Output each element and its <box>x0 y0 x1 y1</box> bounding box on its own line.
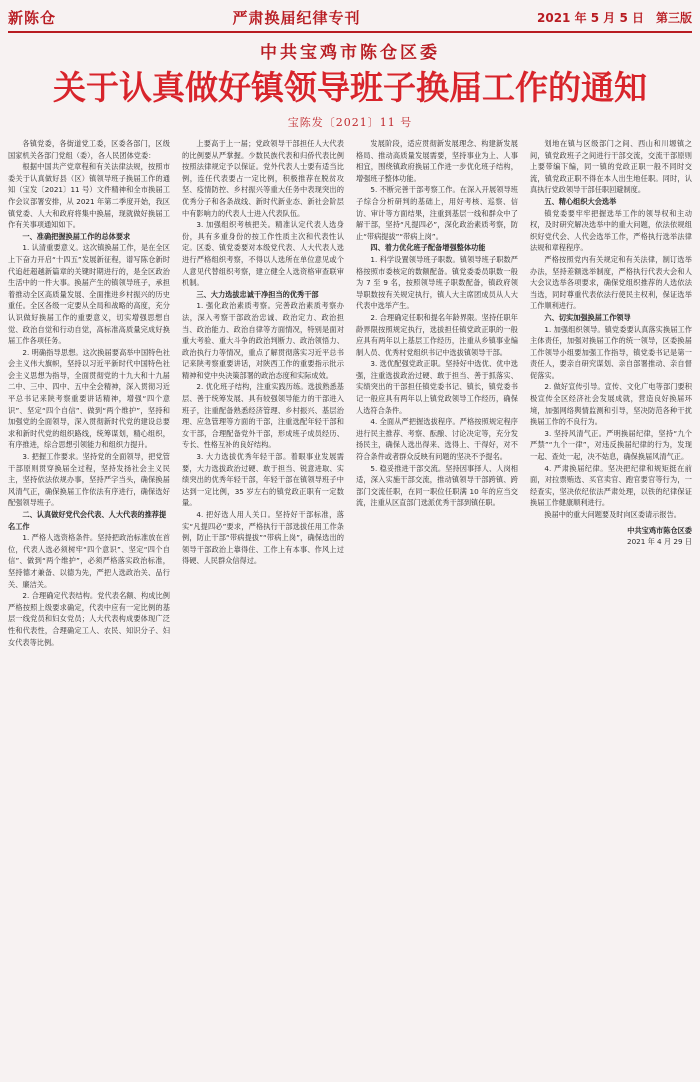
body-paragraph: 2. 做好宣传引导。宣传、文化广电等部门要积极宣传全区经济社会发展成就，营造良好换届环境，加强网络舆情监测和引导，坚决防范各种干扰换届工作的不良行为。 <box>530 382 692 427</box>
body-paragraph: 发展阶段，适应贯彻新发展理念、构建新发展格局、推动高质量发展需要，坚持事业为上、人事相宜，围绕镇政府换届工作进一步优化班子结构，增强班子整体功能。 <box>356 139 518 183</box>
body-paragraph: 4. 严肃换届纪律。坚决把纪律和规矩挺在前面，对拉票贿选、买官卖官、跑官要官等行为，一经查实，坚决依纪依法严肃处理，以铁的纪律保证换届工作健康顺利进行。 <box>530 463 692 508</box>
section-heading: 二、认真做好党代会代表、人大代表的推荐提名工作 <box>8 510 167 531</box>
document-number: 宝陈发〔2021〕11 号 <box>287 116 413 129</box>
body-paragraph: 1. 严格人选资格条件。坚持把政治标准放在首位，代表人选必须树牢“四个意识”、坚定“四个自信”、做到“两个维护”，必须严格落实政治标准，坚持德才兼备、以德为先，严把人选政治关、品行关、廉洁关。 <box>8 533 170 589</box>
section-heading: 五、精心组织大会选举 <box>544 196 617 206</box>
section-heading: 一、准确把握换届工作的总体要求 <box>22 231 131 241</box>
body-paragraph: 上要高于上一届；党政领导干部担任人大代表的比例要从严掌握。少数民族代表和归侨代表比例按照法律规定予以保证。党外代表人士要有适当比例，连任代表要占一定比例，积极推荐在脱贫攻坚、疫情防控、乡村振兴等重大任务中表现突出的优秀分子和各条战线、新时代新业态、新社会阶层中有影响力的代表人士进入代表队伍。 <box>182 139 344 218</box>
body-paragraph: 划地在镇与区级部门之间、西山和川塬镇之间，镇党政班子之间进行干部交流，交流干部原则上要带编下编，同一镇的党政正职一般不同时交流，镇党政正职不得在本人出生地任职。同时，认真执行党政领导干部任职回避制度。 <box>530 139 692 195</box>
column-3 <box>356 138 518 1078</box>
body-paragraph: 1. 科学设置领导班子职数。镇领导班子职数严格按照市委核定的数额配备。镇党委委员职数一般为 7 至 9 名，按照领导班子职数配备，镇政府领导职数按有关规定执行，镇人大主席团成员从人大代表中选举产生。 <box>356 254 518 311</box>
section-heading: 六、切实加强换届工作领导 <box>544 312 631 322</box>
body-paragraph: 1. 认清重要意义。这次镇换届工作，是在全区上下奋力开启“十四五”发展新征程，谱写陈仓新时代追赶超越新篇章的关键时期进行的，是全区政治生活中的一件大事。换届产生的镇领导班子，承担着推动全区高质量发展、全面推进乡村振兴的历史重任。全区各级一定要从全局和战略的高度，充分认识做好换届工作的重要意义，切实增强思想自觉、政治自觉和行动自觉，高标准高质量完成好换届工作各项任务。 <box>8 243 170 346</box>
body-paragraph: 5. 不断完善干部考察工作。在深入开展领导班子综合分析研判的基础上，用好考核、巡察、信访、审计等方面结果，注重到基层一线和群众中了解干部，坚持“凡提四必”，深化政治素质考察，防止“带病提拔”“带病上岗”。 <box>356 185 518 241</box>
body-paragraph: 2. 合理确定代表结构。党代表名额、构成比例严格按照上级要求确定，代表中应有一定比例的基层一线党员和妇女党员；人大代表构成要体现广泛性和代表性，合理确定工人、农民、知识分子、妇女代表等比例。 <box>8 591 170 647</box>
body-paragraph: 2. 明确指导思想。这次换届要高举中国特色社会主义伟大旗帜，坚持以习近平新时代中国特色社会主义思想为指导，全面贯彻党的十九大和十九届二中、三中、四中、五中全会精神，深入贯彻习近平总书记来陕考察重要讲话精神，增强“四个意识”、坚定“四个自信”、做到“两个维护”，坚持和加强党的全面领导，深入贯彻新时代党的建设总要求和新时代党的组织路线，统筹谋划，精心组织，有序推进，综合思想引领能力和组织力提升。 <box>8 347 170 450</box>
body-paragraph: 3. 把握工作要求。坚持党的全面领导，把党管干部原则贯穿换届全过程，坚持发扬社会主义民主，坚持依法依规办事，坚持严字当头，确保换届风清气正，确保换届工作依法有序进行，确保选好配强领导班子。 <box>8 452 170 508</box>
column-2 <box>182 138 344 1078</box>
body-paragraph: 2. 合理确定任职和提名年龄界限。坚持任职年龄界限按照规定执行，选拔担任镇党政正职的一般应具有两年以上基层工作经历，注重从乡镇事业编制人员、优秀村党组织书记中选拔镇领导干部。 <box>356 312 518 357</box>
body-paragraph: 4. 全面从严把握选拔程序。严格按照规定程序进行民主推荐、考察、酝酿、讨论决定等，充分发扬民主，确保人选出得来、选得上、干得好，对不符合条件或者群众反映有问题的坚决不予提名。 <box>356 417 518 462</box>
body-paragraph: 根据中国共产党章程和有关法律法规，按照市委关于认真做好县（区）镇领导班子换届工作的通知（宝发〔2021〕11 号）文件精神和全市换届工作会议部署安排，从 2021 年第二季度开始，我区镇党委、人大和政府将集中换届，现就做好换届工作有关事项通知如下。 <box>8 162 170 230</box>
body-paragraph: 4. 把好选人用人关口。坚持好干部标准，落实“凡提四必”要求，严格执行干部选拔任用工作条例，防止干部“带病提拔”“带病上岗”，确保选出的领导干部政治上靠得住、工作上有本事、作风上过得硬、人民群众信得过。 <box>182 510 344 566</box>
section-heading: 四、着力优化班子配备增强整体功能 <box>370 243 486 253</box>
body-paragraph: 5. 稳妥推进干部交流。坚持因事择人、人岗相适，深入实施干部交流，推动镇领导干部跨镇、跨部门交流任职，在同一职位任职满 10 年的应当交流，注重从区直部门选派优秀干部到镇任职。 <box>356 463 518 508</box>
body-paragraph: 1. 强化政治素质考察。完善政治素质考察办法，深入考察干部政治忠诚、政治定力、政治担当、政治能力、政治自律等方面情况，特别是面对重大考验、重大斗争的政治判断力、政治领悟力、政治执行力等情况，重点了解贯彻落实习近平总书记来陕考察重要讲话，对陕西工作的重要指示批示精神和党中央决策部署的政治态度和实际成效。 <box>182 301 344 380</box>
signature-line: 2021 年 4 月 29 日 <box>627 537 692 547</box>
body-paragraph: 镇党委要牢牢把握选举工作的领导权和主动权，及时研究解决选举中的重大问题，依法依规组织好党代会、人代会选举工作，严格执行选举法律法规和章程程序。 <box>530 208 692 253</box>
article-columns <box>8 138 692 1078</box>
body-paragraph: 3. 加强组织考核把关。精准认定代表人选身份，具有多重身份的按工作性质主次和代表性认定。区委、镇党委要对本级党代表、人大代表人选进行严格组织考察，不得以人选所在单位意见或个人意见代替组织考察，建立健全人选资格审查联审机制。 <box>182 220 344 288</box>
body-paragraph: 3. 大力选拔优秀年轻干部。着眼事业发展需要，大力选拔政治过硬、敢于担当、锐意进取、实绩突出的优秀年轻干部，年轻干部在镇领导班子中达到一定比例，35 岁左右的镇党政正职有一定数量。 <box>182 452 344 508</box>
column-1 <box>8 138 170 1078</box>
body-paragraph: 2. 优化班子结构，注重实践历练。选拔熟悉基层、善于统筹发展、具有较强领导能力的干部进入班子，注重配备熟悉经济管理、乡村振兴、基层治理、应急管理等方面的干部，注重选配年轻干部和女干部，合理配备党外干部，形成班子成员经历、专长、性格互补的良好结构。 <box>182 382 344 450</box>
special-issue-title: 严肃换届纪律专刊 <box>232 8 361 27</box>
column-4 <box>530 138 692 1078</box>
running-header <box>8 4 692 30</box>
body-paragraph: 3. 坚持风清气正。严明换届纪律，坚持“九个严禁”“九个一律”，对违反换届纪律的行为，发现一起、查处一起，决不姑息，确保换届风清气正。 <box>530 428 692 462</box>
document-issuer: 中共宝鸡市陈仓区委 <box>260 43 440 63</box>
body-paragraph: 各镇党委，各街道党工委，区委各部门，区级国家机关各部门党组（委），各人民团体党委： <box>8 139 170 160</box>
signature-line: 中共宝鸡市陈仓区委 <box>627 525 692 535</box>
body-paragraph: 3. 选优配强党政正职。坚持好中选优、优中选强，注重选拔政治过硬、敢于担当、善于抓落实、实绩突出的干部担任镇党委书记、镇长，镇党委书记一般应具有两年以上镇党政领导工作经历，确保人选符合条件。 <box>356 359 518 415</box>
body-paragraph: 严格按照党内有关规定和有关法律，制订选举办法，坚持差额选举制度，严格执行代表大会和人大会议选举各项要求，确保党组织推荐的人选依法当选，同时尊重代表依法行使民主权利，保证选举工作顺利进行。 <box>530 254 692 311</box>
header-rule <box>8 31 692 33</box>
issue-date-page: 2021 年 5 月 5 日 第三版 <box>537 10 692 25</box>
notice-headline: 关于认真做好镇领导班子换届工作的通知 <box>53 68 647 107</box>
body-paragraph: 1. 加强组织领导。镇党委要认真落实换届工作主体责任，加强对换届工作的统一领导，区委换届工作领导小组要加强工作指导，镇党委书记是第一责任人，要亲自研究谋划、亲自部署推动、亲自督促落实。 <box>530 324 692 380</box>
body-paragraph: 换届中的重大问题要及时向区委请示报告。 <box>544 510 681 519</box>
section-heading: 三、大力选拔忠诚干净担当的优秀干部 <box>196 289 319 299</box>
section-name: 新陈仓 <box>8 8 57 27</box>
